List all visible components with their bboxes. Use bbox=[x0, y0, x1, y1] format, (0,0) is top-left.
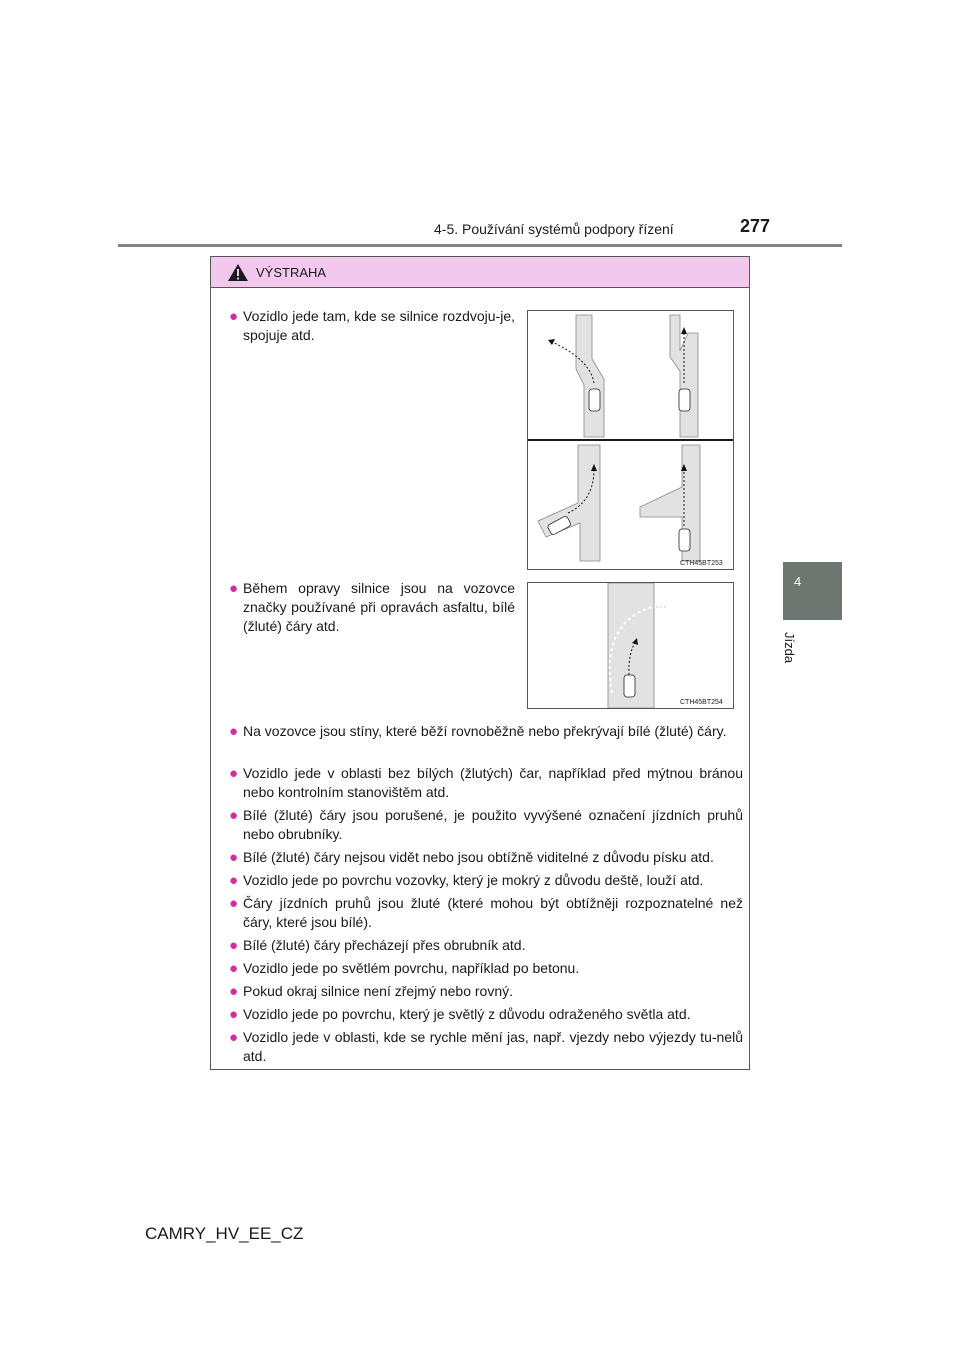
list-item bbox=[229, 307, 515, 345]
page-number: 277 bbox=[740, 216, 771, 236]
list-item-text: Bílé (žluté) čáry přecházejí přes obrubník atd. bbox=[243, 937, 526, 953]
list-item-text: Vozidlo jede tam, kde se silnice rozdvoju-je, spojuje atd. bbox=[243, 308, 515, 343]
list-item bbox=[229, 579, 515, 636]
list-item bbox=[229, 1005, 743, 1024]
warning-header bbox=[211, 257, 749, 288]
bullet-icon: ● bbox=[229, 895, 239, 912]
bullet-icon: ● bbox=[229, 960, 239, 977]
list-item bbox=[229, 982, 743, 1001]
diagram-road-repair bbox=[527, 582, 734, 709]
list-item-text: Bílé (žluté) čáry jsou porušené, je použito vyvýšené označení jízdních pruhů nebo obrubníky. bbox=[243, 807, 743, 842]
warning-triangle-icon bbox=[227, 263, 249, 282]
bullet-icon: ● bbox=[229, 872, 239, 889]
list-item bbox=[229, 848, 743, 867]
list-item-text: Vozidlo jede po povrchu, který je světlý z důvodu odraženého světla atd. bbox=[243, 1006, 691, 1022]
list-item-text: Na vozovce jsou stíny, které běží rovnoběžně nebo překrývají bílé (žluté) čáry. bbox=[243, 723, 727, 739]
figure-code: CTH45BT253 bbox=[680, 560, 723, 567]
bullet-icon: ● bbox=[229, 1006, 239, 1023]
bullet-icon: ● bbox=[229, 765, 239, 782]
warning-box bbox=[210, 256, 750, 1070]
figure-code: CTH45BT254 bbox=[680, 699, 723, 706]
header-divider bbox=[118, 244, 842, 247]
bullet-icon: ● bbox=[229, 308, 239, 325]
list-item-text: Čáry jízdních pruhů jsou žluté (které mohou být obtížněji rozpoznatelné než čáry, které jsou bílé). bbox=[243, 895, 743, 930]
bullet-icon: ● bbox=[229, 807, 239, 824]
road-split-illustration bbox=[528, 311, 733, 569]
list-item bbox=[229, 1028, 743, 1066]
chapter-label: Jízda bbox=[782, 632, 797, 664]
section-title: 4-5. Používání systémů podpory řízení bbox=[434, 221, 674, 237]
document-code: CAMRY_HV_EE_CZ bbox=[145, 1224, 304, 1243]
bullet-icon: ● bbox=[229, 849, 239, 866]
list-item bbox=[229, 764, 743, 802]
bullet-icon: ● bbox=[229, 580, 239, 597]
list-item-text: Pokud okraj silnice není zřejmý nebo rovný. bbox=[243, 983, 514, 999]
list-item bbox=[229, 936, 743, 955]
diagram-road-split bbox=[527, 310, 734, 570]
bullet-icon: ● bbox=[229, 983, 239, 1000]
bullet-icon: ● bbox=[229, 723, 239, 740]
list-item-text: Vozidlo jede v oblasti, kde se rychle mění jas, např. vjezdy nebo výjezdy tu-nelů atd. bbox=[243, 1029, 743, 1064]
list-item-text: Bílé (žluté) čáry nejsou vidět nebo jsou obtížně viditelné z důvodu písku atd. bbox=[243, 849, 714, 865]
bullet-icon: ● bbox=[229, 937, 239, 954]
warning-title: VÝSTRAHA bbox=[256, 265, 327, 280]
list-item bbox=[229, 959, 743, 978]
road-repair-illustration bbox=[528, 583, 733, 708]
list-item bbox=[229, 871, 743, 890]
list-item bbox=[229, 806, 743, 844]
list-item-text: Během opravy silnice jsou na vozovce značky používané při opravách asfaltu, bílé (žluté) čáry atd. bbox=[243, 580, 515, 634]
list-item-text: Vozidlo jede po světlém povrchu, například po betonu. bbox=[243, 960, 580, 976]
list-item bbox=[229, 894, 743, 932]
list-item-text: Vozidlo jede po povrchu vozovky, který je mokrý z důvodu deště, louží atd. bbox=[243, 872, 704, 888]
chapter-tab bbox=[783, 562, 842, 620]
list-item bbox=[229, 722, 743, 741]
bullet-icon: ● bbox=[229, 1029, 239, 1046]
chapter-number: 4 bbox=[794, 574, 802, 589]
list-item-text: Vozidlo jede v oblasti bez bílých (žlutých) čar, například před mýtnou bránou nebo kontrolním stanovištěm atd. bbox=[243, 765, 743, 800]
